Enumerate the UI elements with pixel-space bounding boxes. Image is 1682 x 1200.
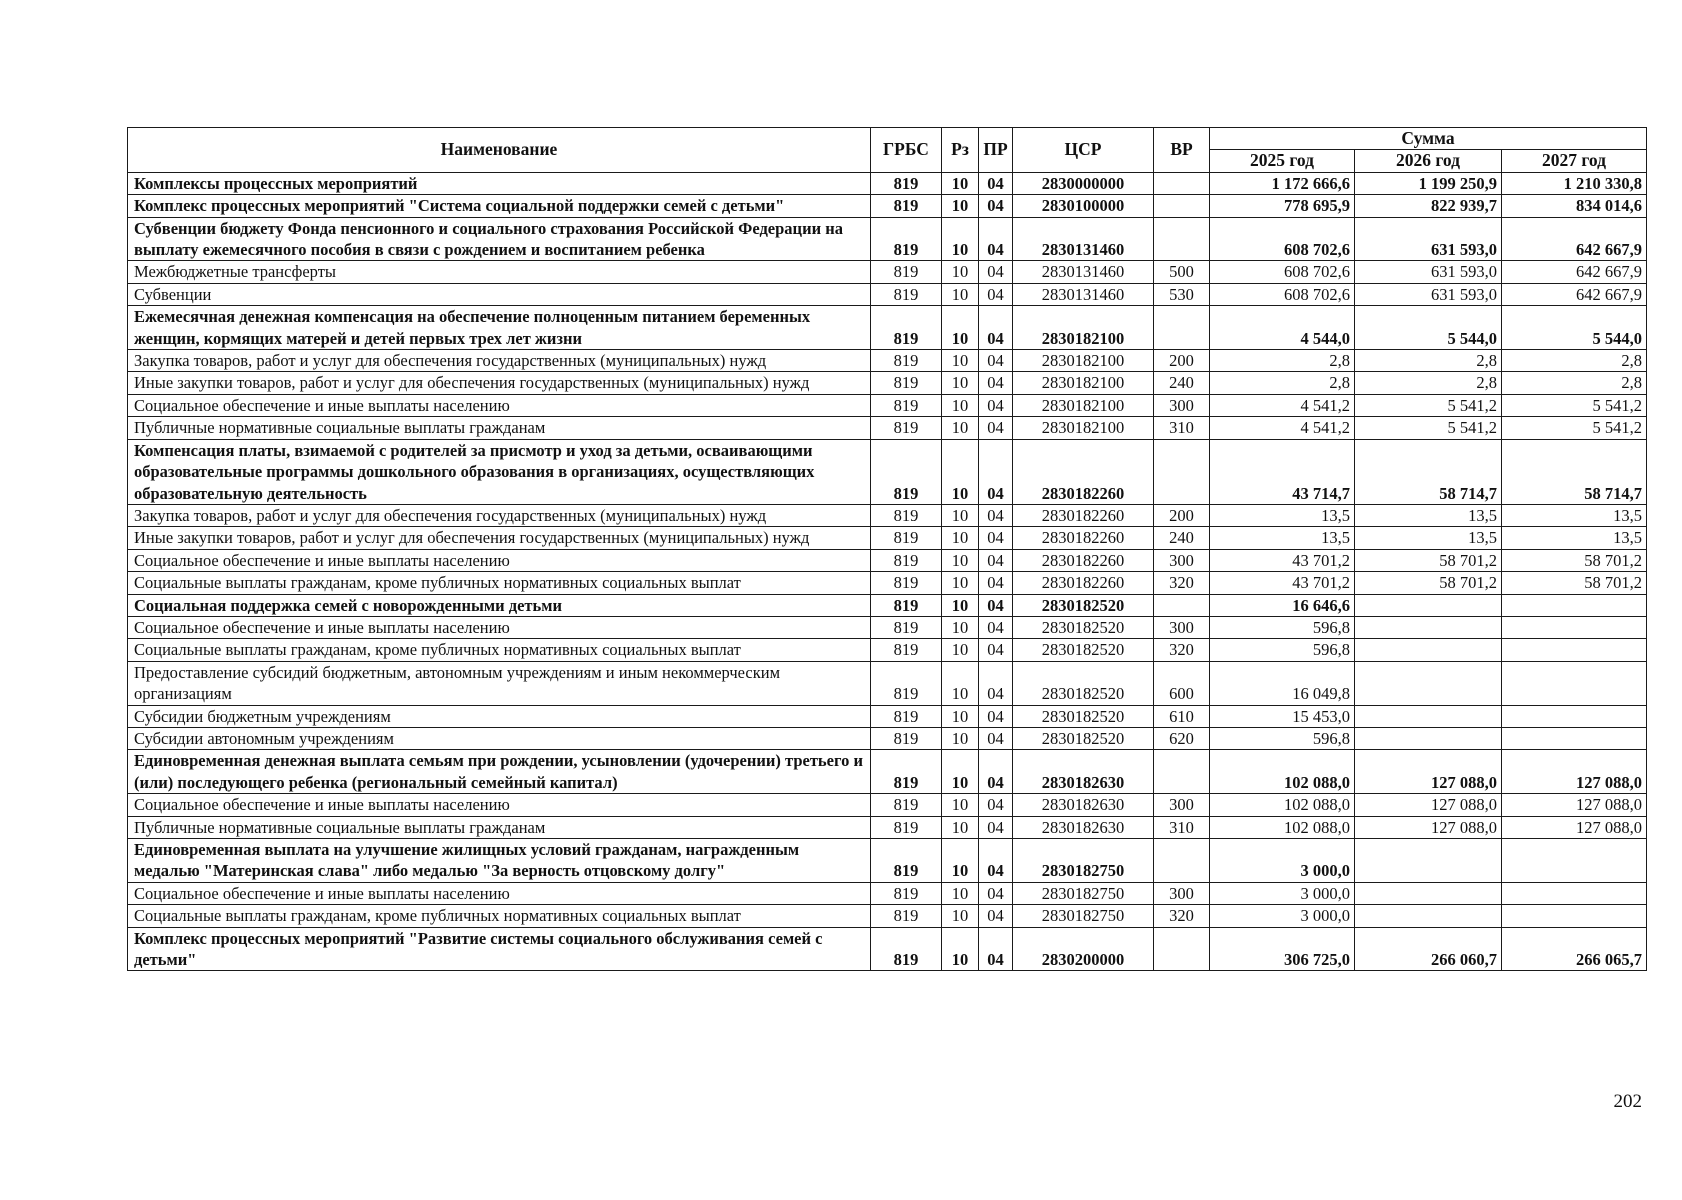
cell-pr: 04 <box>979 705 1013 727</box>
cell-grbs: 819 <box>871 394 942 416</box>
cell-2025: 306 725,0 <box>1210 927 1355 971</box>
table-row <box>128 705 1647 727</box>
cell-pr: 04 <box>979 927 1013 971</box>
cell-2026: 266 060,7 <box>1355 927 1502 971</box>
cell-grbs: 819 <box>871 504 942 526</box>
cell-2027: 642 667,9 <box>1502 217 1647 261</box>
cell-name: Субсидии автономным учреждениям <box>128 727 871 749</box>
header-year-2027: 2027 год <box>1502 150 1647 172</box>
cell-csr: 2830182520 <box>1013 594 1154 616</box>
table-row <box>128 261 1647 283</box>
cell-2026: 631 593,0 <box>1355 217 1502 261</box>
table-row <box>128 594 1647 616</box>
cell-2025: 3 000,0 <box>1210 905 1355 927</box>
cell-2026 <box>1355 639 1502 661</box>
cell-vr: 200 <box>1154 350 1210 372</box>
cell-csr: 2830182100 <box>1013 372 1154 394</box>
header-year-2025: 2025 год <box>1210 150 1355 172</box>
cell-2026 <box>1355 594 1502 616</box>
cell-name: Социальное обеспечение и иные выплаты населению <box>128 549 871 571</box>
table-row <box>128 727 1647 749</box>
cell-pr: 04 <box>979 372 1013 394</box>
cell-2025: 4 541,2 <box>1210 417 1355 439</box>
cell-pr: 04 <box>979 261 1013 283</box>
table-row <box>128 527 1647 549</box>
cell-name: Комплекс процессных мероприятий "Развитие системы социального обслуживания семей с детьми" <box>128 927 871 971</box>
cell-rz: 10 <box>942 372 979 394</box>
table-row <box>128 195 1647 217</box>
cell-2025: 102 088,0 <box>1210 794 1355 816</box>
cell-csr: 2830182520 <box>1013 639 1154 661</box>
cell-pr: 04 <box>979 417 1013 439</box>
cell-grbs: 819 <box>871 283 942 305</box>
cell-name: Публичные нормативные социальные выплаты гражданам <box>128 816 871 838</box>
cell-rz: 10 <box>942 306 979 350</box>
cell-vr: 620 <box>1154 727 1210 749</box>
cell-name: Комплексы процессных мероприятий <box>128 172 871 194</box>
cell-name: Социальное обеспечение и иные выплаты населению <box>128 882 871 904</box>
table-row <box>128 794 1647 816</box>
cell-csr: 2830182630 <box>1013 750 1154 794</box>
cell-vr: 600 <box>1154 661 1210 705</box>
cell-csr: 2830131460 <box>1013 261 1154 283</box>
cell-name: Иные закупки товаров, работ и услуг для обеспечения государственных (муниципальных) нужд <box>128 372 871 394</box>
cell-rz: 10 <box>942 794 979 816</box>
table-row <box>128 372 1647 394</box>
cell-csr: 2830000000 <box>1013 172 1154 194</box>
cell-pr: 04 <box>979 839 1013 883</box>
table-row <box>128 882 1647 904</box>
cell-name: Социальное обеспечение и иные выплаты населению <box>128 616 871 638</box>
cell-grbs: 819 <box>871 594 942 616</box>
cell-pr: 04 <box>979 905 1013 927</box>
cell-2025: 4 544,0 <box>1210 306 1355 350</box>
cell-2025: 596,8 <box>1210 727 1355 749</box>
table-row <box>128 839 1647 883</box>
cell-pr: 04 <box>979 594 1013 616</box>
header-pr: ПР <box>979 128 1013 173</box>
cell-name: Единовременная денежная выплата семьям при рождении, усыновлении (удочерении) третьего и (или) последующего ребенка (региональный семейный капитал) <box>128 750 871 794</box>
cell-csr: 2830182100 <box>1013 394 1154 416</box>
cell-2026: 58 701,2 <box>1355 572 1502 594</box>
cell-rz: 10 <box>942 639 979 661</box>
cell-pr: 04 <box>979 816 1013 838</box>
cell-rz: 10 <box>942 261 979 283</box>
cell-2025: 13,5 <box>1210 527 1355 549</box>
header-vr: ВР <box>1154 128 1210 173</box>
cell-name: Социальное обеспечение и иные выплаты населению <box>128 794 871 816</box>
cell-2026 <box>1355 882 1502 904</box>
cell-rz: 10 <box>942 572 979 594</box>
cell-rz: 10 <box>942 616 979 638</box>
cell-pr: 04 <box>979 217 1013 261</box>
cell-grbs: 819 <box>871 261 942 283</box>
cell-grbs: 819 <box>871 661 942 705</box>
cell-vr <box>1154 195 1210 217</box>
budget-table <box>127 127 1647 971</box>
cell-rz: 10 <box>942 527 979 549</box>
cell-csr: 2830182100 <box>1013 350 1154 372</box>
cell-2027: 642 667,9 <box>1502 261 1647 283</box>
cell-2026 <box>1355 616 1502 638</box>
cell-name: Субвенции бюджету Фонда пенсионного и социального страхования Российской Федерации на выплату ежемесячного пособия в связи с рождением и воспитанием ребенка <box>128 217 871 261</box>
table-row <box>128 816 1647 838</box>
cell-vr: 300 <box>1154 394 1210 416</box>
cell-rz: 10 <box>942 283 979 305</box>
table-row <box>128 639 1647 661</box>
cell-grbs: 819 <box>871 217 942 261</box>
cell-csr: 2830182260 <box>1013 549 1154 571</box>
cell-pr: 04 <box>979 549 1013 571</box>
cell-2026: 2,8 <box>1355 372 1502 394</box>
cell-2025: 778 695,9 <box>1210 195 1355 217</box>
cell-2025: 43 701,2 <box>1210 549 1355 571</box>
cell-name: Комплекс процессных мероприятий "Система социальной поддержки семей с детьми" <box>128 195 871 217</box>
header-year-2026: 2026 год <box>1355 150 1502 172</box>
cell-2027 <box>1502 616 1647 638</box>
cell-2027: 127 088,0 <box>1502 750 1647 794</box>
cell-name: Компенсация платы, взимаемой с родителей за присмотр и уход за детьми, осваивающими образовательные программы дошкольного образования в организациях, осуществляющих образовательную деятельность <box>128 439 871 504</box>
cell-pr: 04 <box>979 639 1013 661</box>
cell-2026: 2,8 <box>1355 350 1502 372</box>
cell-csr: 2830182520 <box>1013 616 1154 638</box>
cell-2027 <box>1502 594 1647 616</box>
cell-csr: 2830182750 <box>1013 839 1154 883</box>
cell-csr: 2830131460 <box>1013 283 1154 305</box>
cell-pr: 04 <box>979 283 1013 305</box>
cell-rz: 10 <box>942 504 979 526</box>
cell-vr <box>1154 439 1210 504</box>
cell-vr: 500 <box>1154 261 1210 283</box>
cell-2026: 631 593,0 <box>1355 283 1502 305</box>
cell-rz: 10 <box>942 839 979 883</box>
table-row <box>128 616 1647 638</box>
cell-grbs: 819 <box>871 639 942 661</box>
cell-pr: 04 <box>979 572 1013 594</box>
cell-grbs: 819 <box>871 172 942 194</box>
cell-csr: 2830182260 <box>1013 504 1154 526</box>
cell-csr: 2830182520 <box>1013 705 1154 727</box>
cell-grbs: 819 <box>871 417 942 439</box>
table-row <box>128 394 1647 416</box>
cell-2027: 834 014,6 <box>1502 195 1647 217</box>
cell-pr: 04 <box>979 195 1013 217</box>
cell-rz: 10 <box>942 394 979 416</box>
cell-2026: 58 701,2 <box>1355 549 1502 571</box>
cell-csr: 2830131460 <box>1013 217 1154 261</box>
cell-2027: 5 541,2 <box>1502 394 1647 416</box>
cell-pr: 04 <box>979 504 1013 526</box>
cell-name: Единовременная выплата на улучшение жилищных условий гражданам, награжденным медалью "Материнская слава" либо медалью "За верность отцовскому долгу" <box>128 839 871 883</box>
cell-2027 <box>1502 905 1647 927</box>
cell-name: Субвенции <box>128 283 871 305</box>
cell-2027: 5 544,0 <box>1502 306 1647 350</box>
cell-rz: 10 <box>942 195 979 217</box>
table-row <box>128 661 1647 705</box>
header-csr: ЦСР <box>1013 128 1154 173</box>
cell-pr: 04 <box>979 882 1013 904</box>
cell-csr: 2830182630 <box>1013 794 1154 816</box>
cell-rz: 10 <box>942 549 979 571</box>
header-name: Наименование <box>128 128 871 173</box>
cell-2025: 3 000,0 <box>1210 839 1355 883</box>
cell-2026: 5 541,2 <box>1355 417 1502 439</box>
cell-2027 <box>1502 882 1647 904</box>
cell-pr: 04 <box>979 350 1013 372</box>
cell-grbs: 819 <box>871 750 942 794</box>
cell-grbs: 819 <box>871 372 942 394</box>
cell-vr <box>1154 927 1210 971</box>
cell-vr: 300 <box>1154 794 1210 816</box>
cell-2027 <box>1502 839 1647 883</box>
cell-pr: 04 <box>979 750 1013 794</box>
cell-grbs: 819 <box>871 306 942 350</box>
table-header <box>128 128 1647 173</box>
cell-grbs: 819 <box>871 572 942 594</box>
cell-2027 <box>1502 727 1647 749</box>
table-row <box>128 504 1647 526</box>
cell-pr: 04 <box>979 306 1013 350</box>
cell-name: Социальные выплаты гражданам, кроме публичных нормативных социальных выплат <box>128 572 871 594</box>
cell-vr: 320 <box>1154 572 1210 594</box>
cell-rz: 10 <box>942 705 979 727</box>
cell-grbs: 819 <box>871 616 942 638</box>
cell-2025: 4 541,2 <box>1210 394 1355 416</box>
cell-2026: 822 939,7 <box>1355 195 1502 217</box>
cell-vr: 240 <box>1154 372 1210 394</box>
table-row <box>128 350 1647 372</box>
cell-2025: 16 646,6 <box>1210 594 1355 616</box>
cell-2027: 2,8 <box>1502 372 1647 394</box>
cell-2027: 58 701,2 <box>1502 572 1647 594</box>
cell-pr: 04 <box>979 172 1013 194</box>
cell-vr <box>1154 839 1210 883</box>
cell-2026: 13,5 <box>1355 504 1502 526</box>
cell-2027: 642 667,9 <box>1502 283 1647 305</box>
page-number: 202 <box>1613 1091 1642 1112</box>
cell-vr <box>1154 594 1210 616</box>
cell-grbs: 819 <box>871 439 942 504</box>
cell-vr: 320 <box>1154 905 1210 927</box>
cell-csr: 2830100000 <box>1013 195 1154 217</box>
cell-pr: 04 <box>979 439 1013 504</box>
cell-2025: 608 702,6 <box>1210 283 1355 305</box>
cell-name: Публичные нормативные социальные выплаты гражданам <box>128 417 871 439</box>
cell-2026: 631 593,0 <box>1355 261 1502 283</box>
cell-2025: 608 702,6 <box>1210 217 1355 261</box>
cell-2025: 15 453,0 <box>1210 705 1355 727</box>
cell-2026 <box>1355 705 1502 727</box>
cell-vr: 300 <box>1154 882 1210 904</box>
cell-2027: 1 210 330,8 <box>1502 172 1647 194</box>
cell-2027: 5 541,2 <box>1502 417 1647 439</box>
cell-csr: 2830182100 <box>1013 306 1154 350</box>
cell-2025: 596,8 <box>1210 639 1355 661</box>
table-row <box>128 439 1647 504</box>
cell-grbs: 819 <box>871 350 942 372</box>
cell-grbs: 819 <box>871 927 942 971</box>
table-row <box>128 417 1647 439</box>
cell-2025: 596,8 <box>1210 616 1355 638</box>
cell-2027 <box>1502 661 1647 705</box>
cell-rz: 10 <box>942 439 979 504</box>
table-row <box>128 905 1647 927</box>
cell-rz: 10 <box>942 217 979 261</box>
cell-2026: 127 088,0 <box>1355 750 1502 794</box>
table-body <box>128 172 1647 971</box>
cell-2026 <box>1355 661 1502 705</box>
cell-rz: 10 <box>942 905 979 927</box>
cell-name: Межбюджетные трансферты <box>128 261 871 283</box>
cell-vr: 310 <box>1154 417 1210 439</box>
cell-2026: 127 088,0 <box>1355 794 1502 816</box>
cell-2027 <box>1502 639 1647 661</box>
cell-rz: 10 <box>942 417 979 439</box>
cell-csr: 2830182260 <box>1013 439 1154 504</box>
cell-name: Предоставление субсидий бюджетным, автономным учреждениям и иным некоммерческим организациям <box>128 661 871 705</box>
cell-grbs: 819 <box>871 549 942 571</box>
table-row <box>128 306 1647 350</box>
cell-2026: 1 199 250,9 <box>1355 172 1502 194</box>
cell-2025: 16 049,8 <box>1210 661 1355 705</box>
cell-2027 <box>1502 705 1647 727</box>
cell-grbs: 819 <box>871 794 942 816</box>
cell-csr: 2830182260 <box>1013 527 1154 549</box>
cell-rz: 10 <box>942 816 979 838</box>
table-row <box>128 217 1647 261</box>
cell-2026: 13,5 <box>1355 527 1502 549</box>
cell-name: Субсидии бюджетным учреждениям <box>128 705 871 727</box>
cell-vr: 530 <box>1154 283 1210 305</box>
cell-grbs: 819 <box>871 882 942 904</box>
cell-2025: 2,8 <box>1210 350 1355 372</box>
cell-grbs: 819 <box>871 195 942 217</box>
cell-2025: 13,5 <box>1210 504 1355 526</box>
cell-2025: 102 088,0 <box>1210 816 1355 838</box>
cell-2027: 58 714,7 <box>1502 439 1647 504</box>
cell-rz: 10 <box>942 594 979 616</box>
cell-vr <box>1154 750 1210 794</box>
cell-2025: 1 172 666,6 <box>1210 172 1355 194</box>
cell-csr: 2830182100 <box>1013 417 1154 439</box>
header-rz: Рз <box>942 128 979 173</box>
cell-pr: 04 <box>979 727 1013 749</box>
cell-grbs: 819 <box>871 839 942 883</box>
cell-vr <box>1154 172 1210 194</box>
cell-name: Иные закупки товаров, работ и услуг для обеспечения государственных (муниципальных) нужд <box>128 527 871 549</box>
cell-2026 <box>1355 727 1502 749</box>
header-grbs: ГРБС <box>871 128 942 173</box>
cell-2027: 13,5 <box>1502 504 1647 526</box>
cell-2026: 58 714,7 <box>1355 439 1502 504</box>
header-sum: Сумма <box>1210 128 1647 150</box>
cell-vr <box>1154 306 1210 350</box>
cell-grbs: 819 <box>871 905 942 927</box>
cell-vr: 300 <box>1154 616 1210 638</box>
cell-name: Ежемесячная денежная компенсация на обеспечение полноценным питанием беременных женщин, кормящих матерей и детей первых трех лет жизни <box>128 306 871 350</box>
cell-grbs: 819 <box>871 527 942 549</box>
cell-grbs: 819 <box>871 816 942 838</box>
cell-rz: 10 <box>942 927 979 971</box>
cell-name: Социальная поддержка семей с новорожденными детьми <box>128 594 871 616</box>
cell-name: Закупка товаров, работ и услуг для обеспечения государственных (муниципальных) нужд <box>128 350 871 372</box>
cell-rz: 10 <box>942 750 979 794</box>
cell-pr: 04 <box>979 527 1013 549</box>
cell-name: Закупка товаров, работ и услуг для обеспечения государственных (муниципальных) нужд <box>128 504 871 526</box>
cell-csr: 2830182260 <box>1013 572 1154 594</box>
cell-rz: 10 <box>942 172 979 194</box>
cell-pr: 04 <box>979 661 1013 705</box>
cell-2026: 5 541,2 <box>1355 394 1502 416</box>
cell-csr: 2830182630 <box>1013 816 1154 838</box>
table-row <box>128 750 1647 794</box>
cell-2027: 127 088,0 <box>1502 816 1647 838</box>
cell-2026 <box>1355 905 1502 927</box>
cell-2026 <box>1355 839 1502 883</box>
cell-name: Социальные выплаты гражданам, кроме публичных нормативных социальных выплат <box>128 905 871 927</box>
cell-2025: 43 714,7 <box>1210 439 1355 504</box>
cell-vr: 300 <box>1154 549 1210 571</box>
table-row <box>128 572 1647 594</box>
cell-csr: 2830182520 <box>1013 661 1154 705</box>
table-row <box>128 172 1647 194</box>
table-row <box>128 927 1647 971</box>
cell-2025: 43 701,2 <box>1210 572 1355 594</box>
cell-rz: 10 <box>942 661 979 705</box>
cell-vr: 610 <box>1154 705 1210 727</box>
cell-2027: 58 701,2 <box>1502 549 1647 571</box>
cell-csr: 2830200000 <box>1013 927 1154 971</box>
cell-name: Социальное обеспечение и иные выплаты населению <box>128 394 871 416</box>
cell-vr: 310 <box>1154 816 1210 838</box>
cell-2025: 608 702,6 <box>1210 261 1355 283</box>
cell-vr: 240 <box>1154 527 1210 549</box>
cell-rz: 10 <box>942 882 979 904</box>
cell-csr: 2830182520 <box>1013 727 1154 749</box>
table-row <box>128 283 1647 305</box>
cell-name: Социальные выплаты гражданам, кроме публичных нормативных социальных выплат <box>128 639 871 661</box>
cell-csr: 2830182750 <box>1013 905 1154 927</box>
cell-2025: 3 000,0 <box>1210 882 1355 904</box>
cell-pr: 04 <box>979 616 1013 638</box>
cell-vr <box>1154 217 1210 261</box>
cell-rz: 10 <box>942 350 979 372</box>
cell-vr: 200 <box>1154 504 1210 526</box>
cell-2026: 5 544,0 <box>1355 306 1502 350</box>
cell-grbs: 819 <box>871 727 942 749</box>
cell-2025: 102 088,0 <box>1210 750 1355 794</box>
cell-csr: 2830182750 <box>1013 882 1154 904</box>
cell-pr: 04 <box>979 394 1013 416</box>
table-row <box>128 549 1647 571</box>
cell-2026: 127 088,0 <box>1355 816 1502 838</box>
cell-vr: 320 <box>1154 639 1210 661</box>
cell-2027: 127 088,0 <box>1502 794 1647 816</box>
cell-2027: 13,5 <box>1502 527 1647 549</box>
cell-2025: 2,8 <box>1210 372 1355 394</box>
cell-2027: 2,8 <box>1502 350 1647 372</box>
cell-rz: 10 <box>942 727 979 749</box>
cell-2027: 266 065,7 <box>1502 927 1647 971</box>
cell-pr: 04 <box>979 794 1013 816</box>
cell-grbs: 819 <box>871 705 942 727</box>
